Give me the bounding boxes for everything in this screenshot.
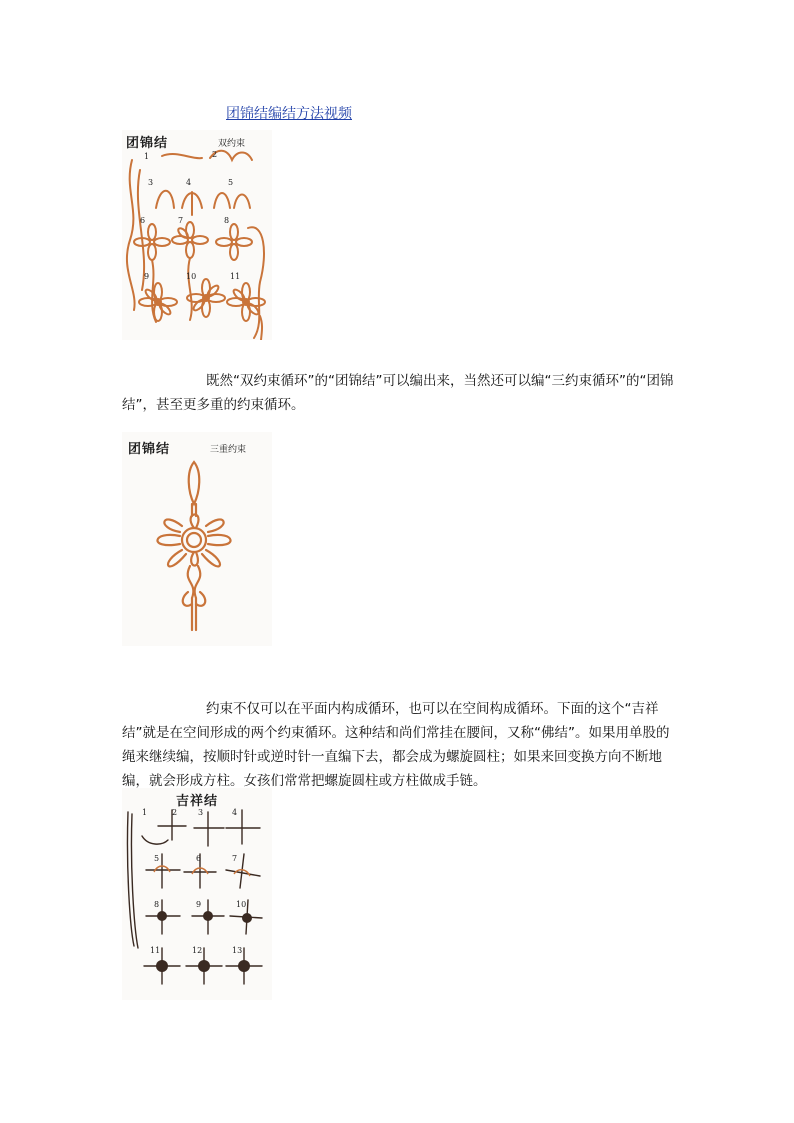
figure3-step-number: 8 <box>154 900 160 909</box>
figure3-step-number: 2 <box>172 808 178 817</box>
figure1-step-number: 7 <box>178 216 184 225</box>
figure1-step-number: 4 <box>186 178 192 187</box>
figure3-step-number: 13 <box>232 946 243 955</box>
figure1-step-number: 11 <box>230 272 241 281</box>
figure1-step-number: 8 <box>224 216 230 225</box>
video-title-link[interactable]: 团锦结编结方法视频 <box>226 106 352 122</box>
figure3-step-number: 12 <box>192 946 203 955</box>
figure1-step-number: 1 <box>144 152 150 161</box>
figure1-step-number: 2 <box>212 150 218 159</box>
figure2-heading: 团锦结 <box>128 442 171 457</box>
figure3-heading: 吉祥结 <box>176 794 219 809</box>
figure2-subheading: 三重约束 <box>210 445 247 455</box>
tuanjin-triple-diagram <box>122 432 272 646</box>
auspicious-knot-figure <box>122 788 272 1000</box>
figure3-step-number: 5 <box>154 854 160 863</box>
figure3-step-number: 10 <box>236 900 247 909</box>
paragraph1-text: 既然“双约束循环”的“团锦结”可以编出来，当然还可以编“三约束循环”的“团锦结”，甚至更多重的约束循环。 <box>122 372 674 413</box>
figure1-step-number: 10 <box>186 272 197 281</box>
figure3-step-number: 6 <box>196 854 202 863</box>
figure3-step-number: 1 <box>142 808 148 817</box>
tuanjin-double-diagram <box>122 130 272 340</box>
tuanjin-knot-triple-figure <box>122 432 272 646</box>
paragraph2-text: 约束不仅可以在平面内构成循环，也可以在空间构成循环。下面的这个“吉祥结”就是在空间形成的两个约束循环。这种结和尚们常挂在腰间，又称“佛结”。如果用单股的绳来继续编，按顺时针或逆时针一直编下去，都会成为螺旋圆柱；如果来回变换方向不断地编，就会形成方柱。女孩们常常把螺旋圆柱或方柱做成手链。 <box>122 700 670 789</box>
figure3-step-number: 4 <box>232 808 238 817</box>
paragraph-auspicious-knot <box>122 697 678 793</box>
figure3-step-number: 3 <box>198 808 204 817</box>
tuanjin-knot-double-figure <box>122 130 272 340</box>
figure1-step-number: 3 <box>148 178 154 187</box>
figure1-step-number: 6 <box>140 216 146 225</box>
figure1-step-number: 5 <box>228 178 234 187</box>
figure1-subheading: 双约束 <box>218 139 246 149</box>
paragraph-triple-constraint <box>122 369 678 417</box>
figure3-step-number: 9 <box>196 900 202 909</box>
figure1-step-number: 9 <box>144 272 150 281</box>
auspicious-knot-diagram <box>122 788 272 1000</box>
figure1-heading: 团锦结 <box>126 136 169 151</box>
figure3-step-number: 11 <box>150 946 161 955</box>
figure3-step-number: 7 <box>232 854 238 863</box>
